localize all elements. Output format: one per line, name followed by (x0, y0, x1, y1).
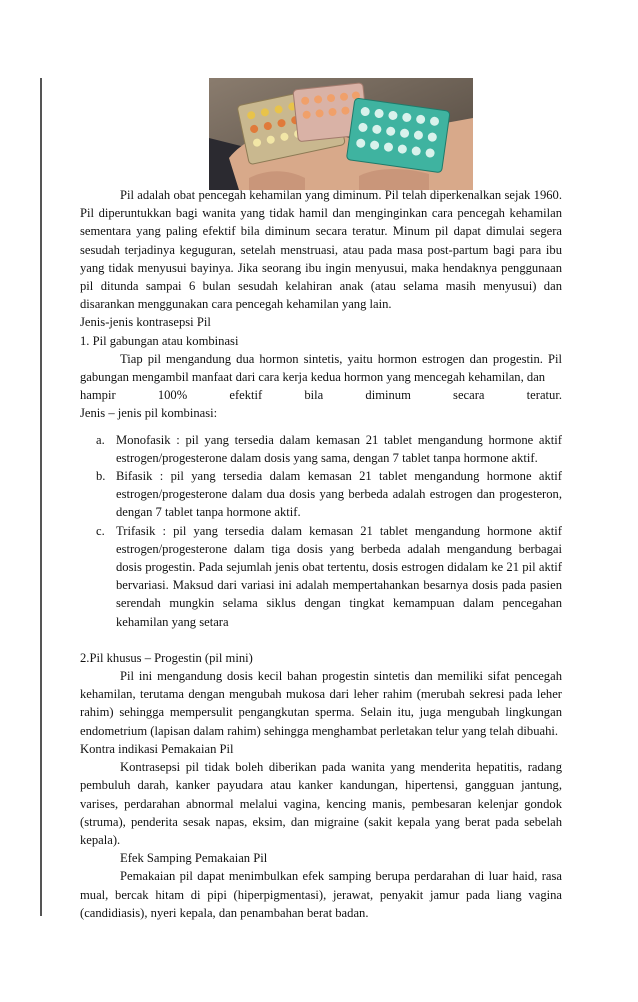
khusus-paragraph: Pil ini mengandung dosis kecil bahan progestin sintetis dan memiliki sifat pencegah kehamilan, terutama dengan mengubah mukosa dari leher rahim (merubah sekresi pada leher rahim) sehingga mempersulit pengangkutan sperma. Selain itu, juga mengubah lingkungan endometrium (lapisan dalam rahim) sehingga menghambat perletakan telur yang telah dibuahi. (80, 669, 562, 738)
khusus-heading: 2.Pil khusus – Progestin (pil mini) (80, 650, 253, 665)
efek-heading: Efek Samping Pemakaian Pil (120, 851, 268, 866)
intro-paragraph: Pil adalah obat pencegah kehamilan yang diminum. Pil telah diperkenalkan sejak 1960. Pil diperuntukkan bagi wanita yang tidak hamil dan menginginkan cara pencegah kehamilan sementara yang paling efektif bila diminum secara teratur. Minum pil dapat dimulai segera sesudah terjadinya keguguran, setelah menstruasi, atau pada masa post-partum bagi para ibu yang tidak menyusui bayinya. Jika seorang ibu ingin menyusui, maka hendaknya penggunaan pil ditunda sampai 6 bulan sesudah kelahiran anak (atau selama masih menyusui) dan disarankan menggunakan cara pencegah kehamilan yang lain. (80, 188, 562, 312)
list-item-text: Trifasik : pil yang tersedia dalam kemasan 21 tablet mengandung hormone aktif estrogen/progesterone dalam tiga dosis yang berbeda adalah mengandung berbagai dosis progestin. Pada sejumlah jenis obat tertentu, dosis estrogen didalam ke 21 pil aktif bervariasi. Maksud dari variasi ini adalah mempertahankan besarnya dosis pada pasien serendah mungkin selama siklus dengan tingkat kemampuan dalam pencegahan kehamilan yang setara (116, 523, 562, 629)
kontra-paragraph: Kontrasepsi pil tidak boleh diberikan pada wanita yang menderita hepatitis, radang pembuluh darah, kanker payudara atau kanker kandungan, hipertensi, gangguan jantung, varises, perdarahan abnormal melalui vagina, kencing manis, pembesaran kelenjar gondok (struma), penderita sesak napas, eksim, dan migraine (sakit kepala yang berat pada sebelah kepala). (80, 760, 562, 847)
gabungan-heading: 1. Pil gabungan atau kombinasi (80, 333, 239, 348)
gabungan-paragraph: Tiap pil mengandung dua hormon sintetis, yaitu hormon estrogen dan progestin. Pil gabungan mengambil manfaat dari cara kerja kedua hormon yang mencegah kehamilan, dan (80, 351, 562, 385)
list-item (96, 522, 562, 631)
list-marker: c. (96, 523, 105, 538)
gabungan-paragraph-last-line: hampir 100% efektif bila diminum secara teratur. (80, 388, 562, 403)
section-gap (80, 631, 562, 649)
left-margin-rule (40, 78, 42, 916)
efek-paragraph: Pemakaian pil dapat menimbulkan efek samping berupa perdarahan di luar haid, rasa mual, bercak hitam di pipi (hiperpigmentasi), jerawat, penyakit jamur pada liang vagina (candidiasis), nyeri kepala, dan penambahan berat badan. (80, 869, 562, 920)
kombinasi-list-heading: Jenis – jenis pil kombinasi: (80, 406, 218, 421)
list-item (96, 431, 562, 467)
hands-holding-pill-packs-photo-icon (209, 78, 473, 190)
kontra-heading: Kontra indikasi Pemakaian Pil (80, 741, 234, 756)
list-marker: a. (96, 432, 105, 447)
jenis-heading: Jenis-jenis kontrasepsi Pil (80, 315, 211, 330)
kombinasi-list (80, 431, 562, 631)
document-body (80, 186, 562, 922)
pill-photo (209, 78, 473, 190)
list-marker: b. (96, 469, 106, 484)
list-item-text: Bifasik : pil yang tersedia dalam kemasan 21 tablet mengandung hormone aktif estrogen/progesterone dalam dua dosis yang berbeda adalah estrogen dan progesteron, dengan 7 tablet tanpa hormone aktif. (116, 469, 562, 520)
list-item (96, 467, 562, 522)
list-item-text: Monofasik : pil yang tersedia dalam kemasan 21 tablet mengandung hormone aktif estrogen/progesterone dalam dosis yang sama, dengan 7 tablet tanpa hormone aktif. (116, 432, 562, 465)
